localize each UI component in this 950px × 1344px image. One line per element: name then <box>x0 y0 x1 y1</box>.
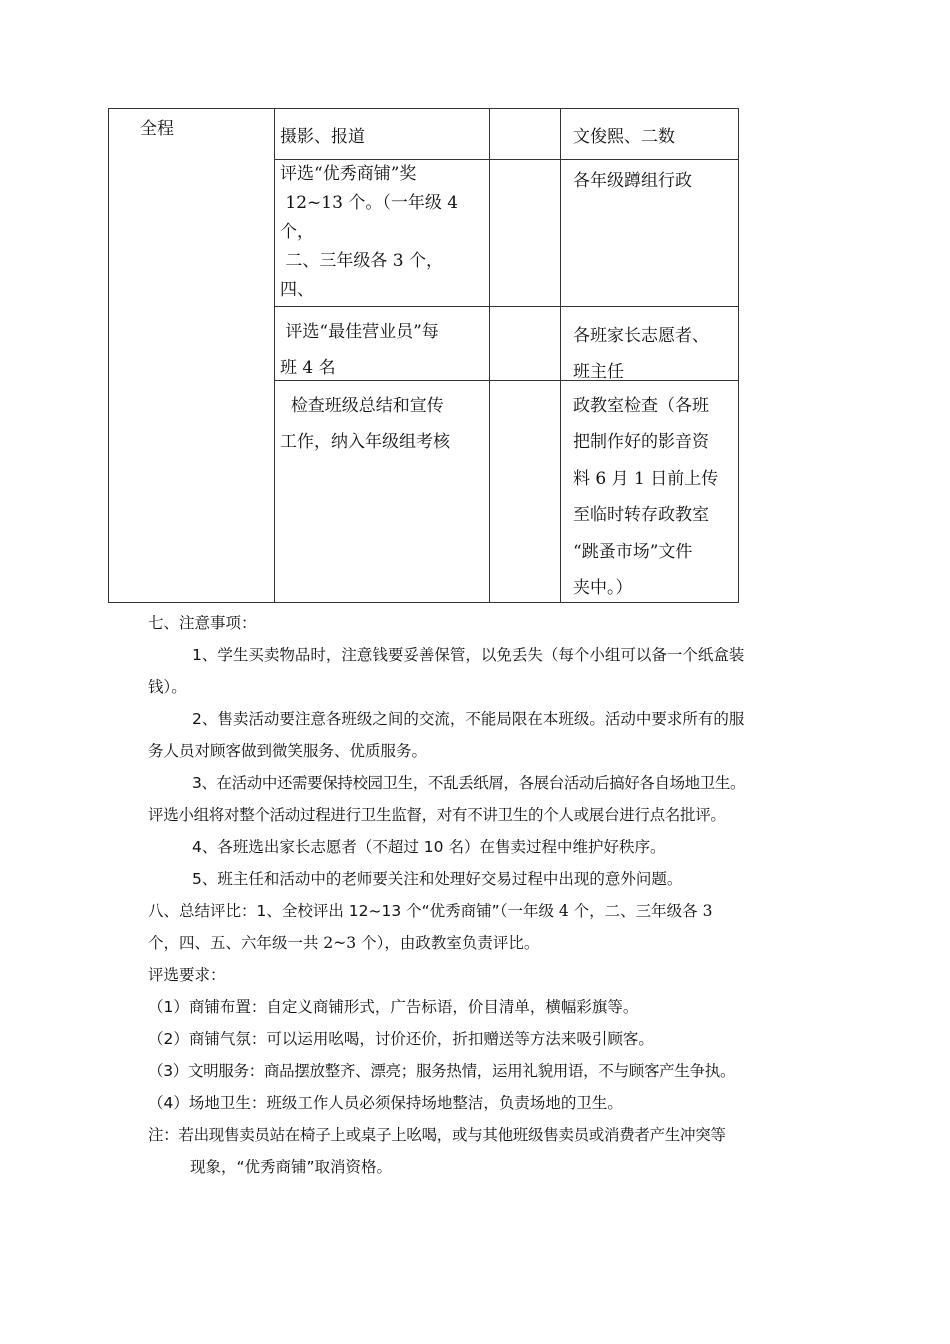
requirement-1: （1）商铺布置：自定义商铺形式，广告标语，价目清单，横幅彩旗等。 <box>148 998 639 1016</box>
footnote-cont: 现象，“优秀商铺”取消资格。 <box>190 1158 393 1176</box>
section-heading-summary <box>148 900 712 922</box>
note-item-5: 5、班主任和活动中的老师要关注和处理好交易过程中出现的意外问题。 <box>192 870 683 888</box>
note-item-1: 1、学生买卖物品时，注意钱要妥善保管，以免丢失（每个小组可以备一个纸盒装 <box>192 646 745 664</box>
requirements-heading: 评选要求： <box>148 966 226 984</box>
table-border-top <box>108 108 739 109</box>
requirement-2: （2）商铺气氛：可以运用吆喝，讨价还价，折扣赠送等方法来吸引顾客。 <box>148 1030 654 1048</box>
table-cell-content: 评选“最佳营业员”每 班 4 名 <box>280 322 439 378</box>
note-item-2-cont: 务人员对顾客做到微笑服务、优质服务。 <box>148 742 428 760</box>
table-border-left <box>108 108 109 603</box>
table-cell-content: 评选“优秀商铺”奖 12~13 个。（一年级 4 个， 二、三年级各 3 个， 四、 <box>280 164 459 300</box>
table-cell-owner: 各班家长志愿者、 班主任 <box>573 326 709 382</box>
note-item-2: 2、售卖活动要注意各班级之间的交流，不能局限在本班级。活动中要求所有的服 <box>192 710 745 728</box>
table-border-right <box>738 108 739 603</box>
table-divider-1 <box>274 108 275 603</box>
schedule-table <box>108 108 739 603</box>
summary-line-1-b: （一年级 4 个，二、三年级各 3 <box>499 902 713 920</box>
table-cell-phase: 全程 <box>140 119 174 139</box>
table-divider-2 <box>489 108 490 603</box>
table-cell-owner: 政教室检查（各班 把制作好的影音资 料 6 月 1 日前上传 至临时转存政教室 “跳蚤市场”文件 夹中。） <box>573 396 719 599</box>
summary-line-1-a: 八、总结评比：1、全校评出 12~13 个“优秀商铺” <box>148 902 500 920</box>
requirement-3: （3）文明服务：商品摆放整齐、漂亮；服务热情，运用礼貌用语，不与顾客产生争执。 <box>148 1062 736 1080</box>
footnote: 注：若出现售卖员站在椅子上或桌子上吆喝，或与其他班级售卖员或消费者产生冲突等 <box>148 1126 726 1144</box>
table-cell-content: 摄影、报道 <box>280 127 365 147</box>
table-divider-3 <box>560 108 561 603</box>
table-cell-content: 检查班级总结和宣传 工作，纳入年级组考核 <box>280 396 450 452</box>
note-item-4: 4、各班选出家长志愿者（不超过 10 名）在售卖过程中维护好秩序。 <box>192 838 666 856</box>
requirement-4: （4）场地卫生：班级工作人员必须保持场地整洁，负责场地的卫生。 <box>148 1094 623 1112</box>
note-item-3-cont: 评选小组将对整个活动过程进行卫生监督，对有不讲卫生的个人或展台进行点名批评。 <box>148 806 726 824</box>
note-item-3: 3、在活动中还需要保持校园卫生，不乱丢纸屑，各展台活动后搞好各自场地卫生。 <box>192 774 746 792</box>
table-cell-owner: 各年级蹲组行政 <box>573 171 692 191</box>
summary-line-2: 个，四、五、六年级一共 2~3 个），由政教室负责评比。 <box>148 934 540 952</box>
section-heading-notes: 七、注意事项： <box>148 614 257 632</box>
table-cell-owner: 文俊熙、二数 <box>573 127 675 147</box>
table-row-divider <box>274 306 739 307</box>
note-item-1-cont: 钱）。 <box>148 678 187 696</box>
